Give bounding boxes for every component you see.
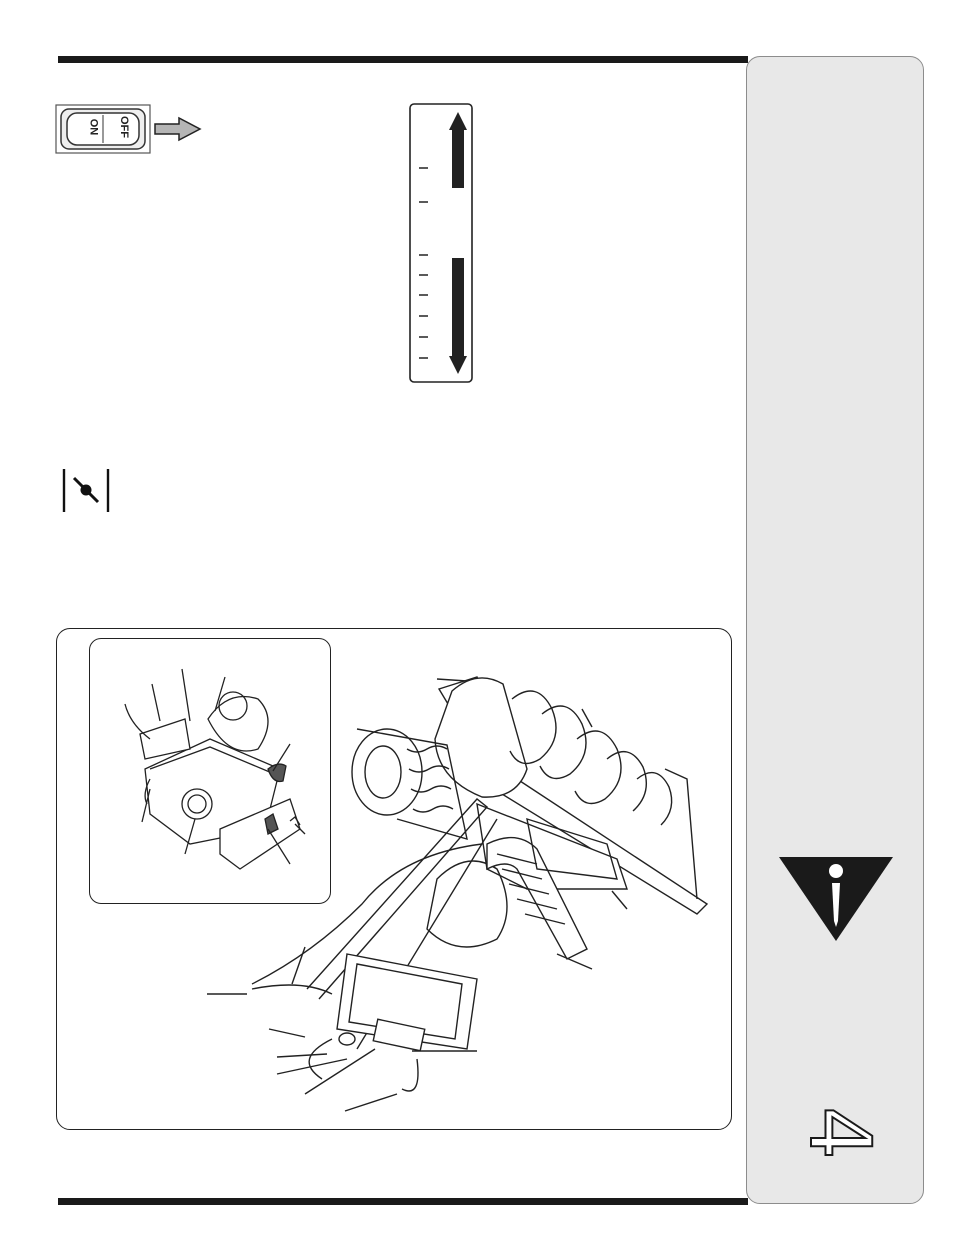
switch-on-label: ON [87,118,100,136]
top-rule [58,56,748,63]
information-warning-icon [777,855,895,943]
rocker-switch-icon [55,104,205,154]
tab-page-number: 4 [791,1106,889,1160]
choke-symbol-icon [60,466,112,514]
up-down-gauge-icon [408,102,476,384]
engine-detail-inset [89,638,331,904]
side-tab [746,56,924,1204]
engine-detail-illustration [90,639,332,905]
switch-off-label: OFF [118,116,130,138]
bottom-rule [58,1198,748,1205]
ignition-switch-figure [55,104,205,154]
